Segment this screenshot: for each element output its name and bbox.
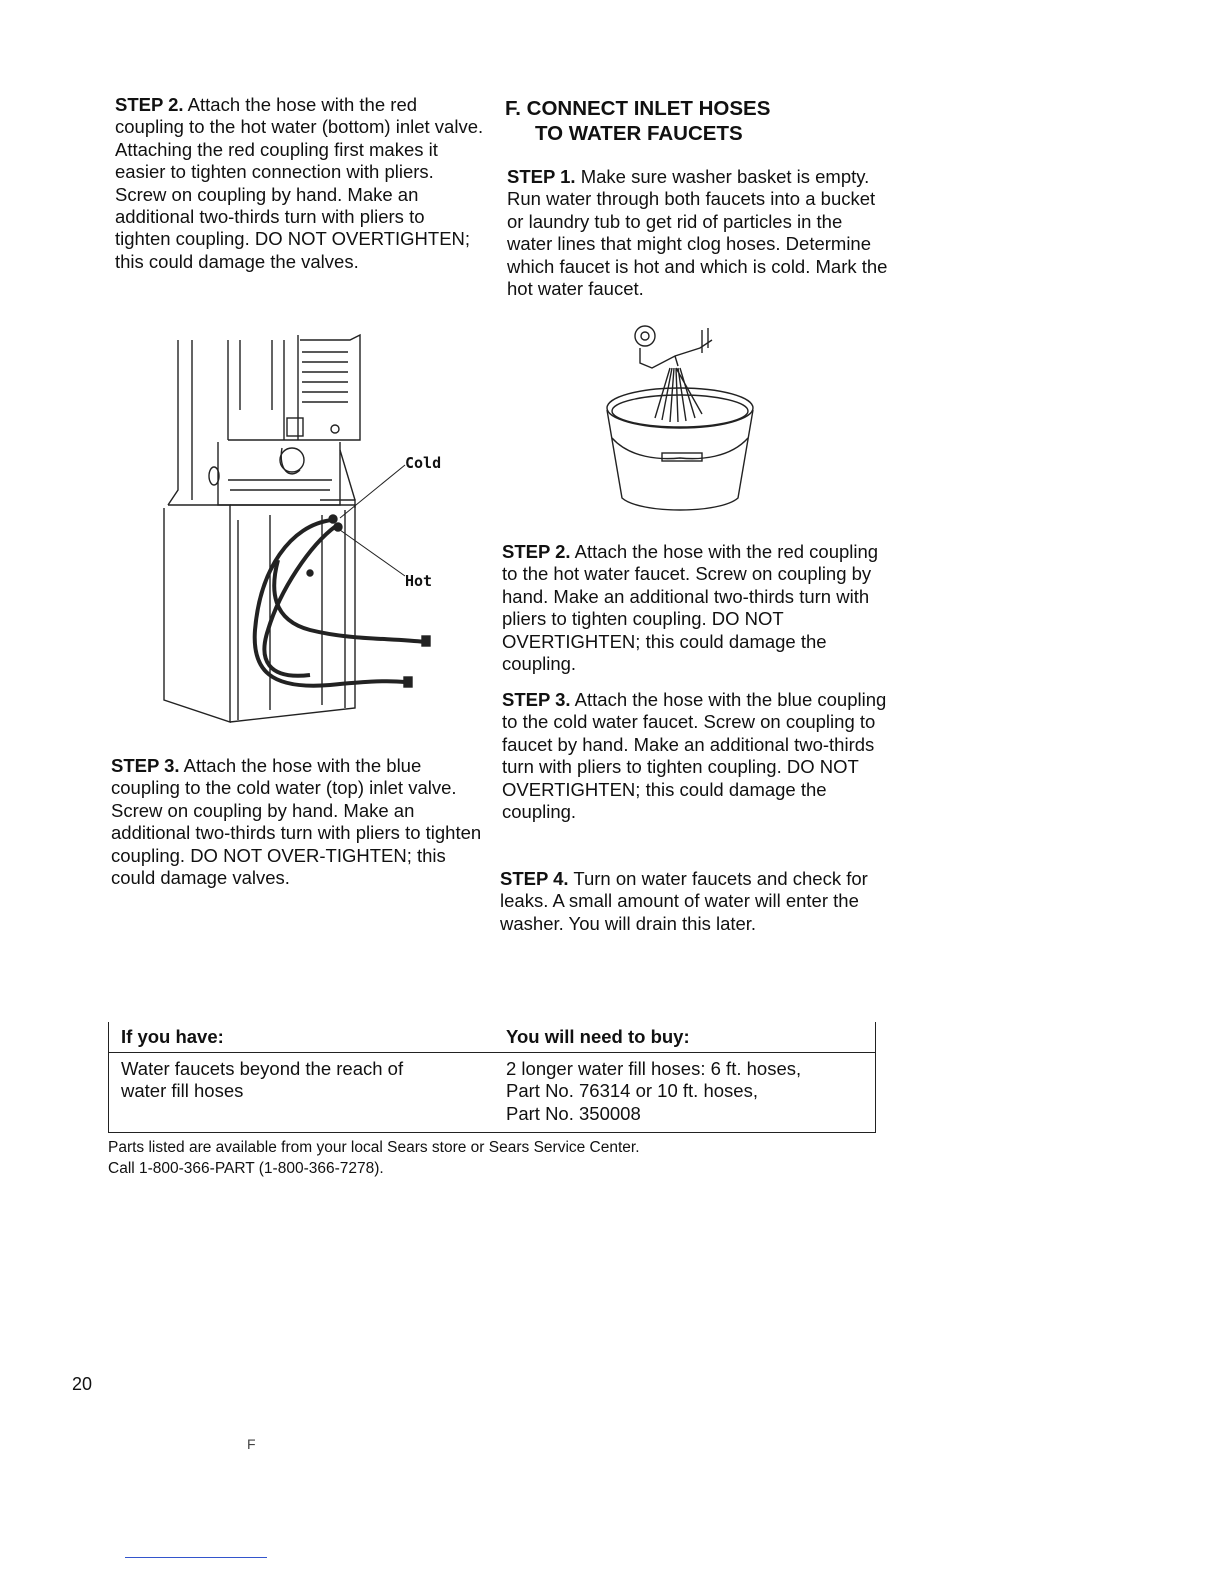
step-label: STEP 2.	[502, 541, 571, 562]
step-label: STEP 1.	[507, 166, 576, 187]
step-text: Attach the hose with the blue coupling to the cold water faucet. Screw on coupling to faucet by hand. Make an additional two-thirds turn with pliers to tighten coupling. DO NOT OVERTIGHTEN; this could damage the coupling.	[502, 689, 887, 823]
step-text: Attach the hose with the red coupling to the hot water (bottom) inlet valve. Attaching the red coupling first makes it easier to tighten connection with pliers. Screw on coupling by hand. Make an additional two-thirds turn with pliers to tighten coupling. DO NOT OVERTIGHTEN; this could damage the valves.	[115, 94, 484, 272]
right-step4-paragraph	[500, 868, 885, 935]
step-label: STEP 4.	[500, 868, 569, 889]
step-label: STEP 2.	[115, 94, 184, 115]
step-label: STEP 3.	[111, 755, 180, 776]
table-header-divider	[109, 1052, 875, 1053]
right-step3-paragraph	[502, 689, 887, 823]
table-header-have: If you have:	[121, 1026, 224, 1047]
parts-table	[108, 1022, 876, 1133]
section-heading-line2: TO WATER FAUCETS	[535, 122, 743, 145]
step-text: Turn on water faucets and check for leaks. A small amount of water will enter the washer. You will drain this later.	[500, 868, 868, 934]
table-cell-have: Water faucets beyond the reach of water fill hoses	[121, 1058, 404, 1102]
table-header-buy: You will need to buy:	[506, 1026, 690, 1047]
page-number: 20	[72, 1374, 93, 1394]
cold-callout-label: Cold	[405, 454, 442, 472]
faucet-bucket-illustration	[600, 318, 760, 523]
table-cell-buy	[506, 1058, 866, 1125]
right-step2-paragraph	[502, 541, 897, 675]
hot-callout-label: Hot	[405, 572, 433, 590]
table-cell-buy-line: 2 longer water fill hoses: 6 ft. hoses,	[506, 1058, 802, 1079]
footnote-line: Call 1-800-366-PART (1-800-366-7278).	[108, 1160, 384, 1177]
table-cell-buy-line: Part No. 350008	[506, 1102, 641, 1124]
parts-footnote	[108, 1137, 808, 1179]
stray-mark: F	[247, 1436, 256, 1452]
step-text: Attach the hose with the blue coupling to the cold water (top) inlet valve. Screw on coupling by hand. Make an additional two-thirds turn with pliers to tighten coupling. DO NOT OVER-TIGHTEN; this could damage valves.	[111, 755, 482, 889]
section-heading	[505, 96, 770, 146]
left-step3-paragraph	[111, 755, 486, 889]
step-text: Attach the hose with the red coupling to the hot water faucet. Screw on coupling by hand. Make an additional two-thirds turn with pliers to tighten coupling. DO NOT OVERTIGHTEN; this could damage the coupling.	[502, 541, 879, 675]
washer-inlet-hoses-illustration	[160, 330, 460, 730]
right-step1-paragraph	[507, 166, 892, 300]
step-text: Make sure washer basket is empty. Run water through both faucets into a bucket or laundry tub to get rid of particles in the water lines that might clog hoses. Determine which faucet is hot and which is cold. Mark the hot water faucet.	[507, 166, 888, 300]
section-heading-line1: F. CONNECT INLET HOSES	[505, 97, 771, 120]
bottom-rule	[125, 1557, 267, 1558]
step-label: STEP 3.	[502, 689, 571, 710]
left-step2-paragraph	[115, 94, 485, 273]
footnote-line: Parts listed are available from your local Sears store or Sears Service Center.	[108, 1139, 640, 1156]
table-cell-buy-line: Part No. 76314 or 10 ft. hoses,	[506, 1080, 758, 1102]
